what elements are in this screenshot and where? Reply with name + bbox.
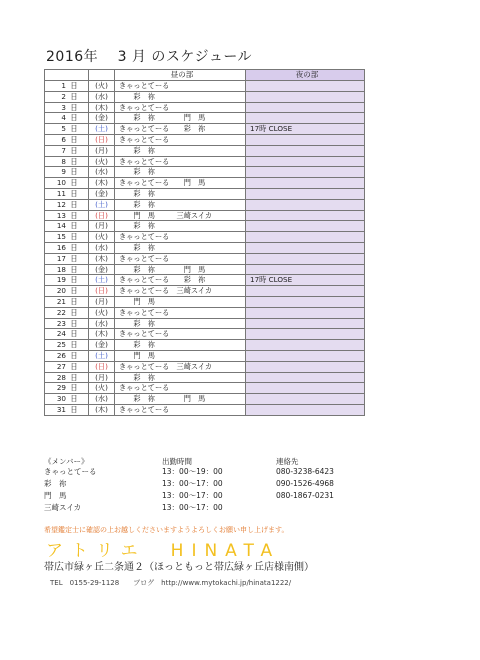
day-shift-cell: きゃっとてーる — [115, 81, 246, 92]
weekday-cell: (火) — [89, 307, 115, 318]
day-unit: 日 — [70, 81, 78, 90]
day-cell — [45, 340, 89, 351]
table-row — [45, 404, 365, 415]
night-shift-cell — [246, 361, 365, 372]
day-number: 7 — [61, 145, 66, 155]
day-cell — [45, 329, 89, 340]
day-cell — [45, 232, 89, 243]
members-header-contact: 連絡先 — [276, 457, 299, 466]
day-number: 31 — [56, 404, 66, 414]
weekday-cell: (水) — [89, 394, 115, 405]
table-row — [45, 221, 365, 232]
night-shift-cell — [246, 232, 365, 243]
night-shift-cell — [246, 81, 365, 92]
day-number: 2 — [61, 91, 66, 101]
day-shift-cell: きゃっとてーる — [115, 102, 246, 113]
table-row — [45, 134, 365, 145]
table-row — [45, 383, 365, 394]
day-unit: 日 — [70, 221, 78, 231]
day-unit: 日 — [70, 124, 78, 134]
day-shift-cell: 彩 祢 — [115, 91, 246, 102]
day-unit: 日 — [70, 286, 78, 296]
table-row — [45, 242, 365, 253]
day-shift-cell: 彩 祢 — [115, 199, 246, 210]
day-shift-cell: きゃっとてーる — [115, 307, 246, 318]
day-unit: 日 — [70, 307, 78, 317]
weekday-cell: (木) — [89, 253, 115, 264]
day-unit: 日 — [70, 404, 78, 414]
table-row — [45, 253, 365, 264]
day-cell — [45, 296, 89, 307]
day-cell — [45, 156, 89, 167]
table-row — [45, 296, 365, 307]
day-number: 20 — [56, 286, 66, 296]
day-unit: 日 — [70, 383, 78, 393]
day-cell — [45, 264, 89, 275]
day-shift-cell: 彩 祢 — [115, 167, 246, 178]
night-shift-cell — [246, 145, 365, 156]
day-unit: 日 — [70, 178, 78, 188]
day-number: 25 — [56, 340, 66, 350]
day-shift-cell: きゃっとてーる — [115, 232, 246, 243]
day-cell — [45, 404, 89, 415]
day-unit: 日 — [70, 91, 78, 101]
day-unit: 日 — [70, 318, 78, 328]
day-unit: 日 — [70, 394, 78, 404]
member-time: 13：00～17：00 — [162, 491, 223, 500]
day-shift-cell: きゃっとてーる 三崎スイカ — [115, 286, 246, 297]
weekday-cell: (月) — [89, 372, 115, 383]
day-unit: 日 — [70, 372, 78, 382]
day-number: 28 — [56, 372, 66, 382]
day-cell — [45, 199, 89, 210]
day-shift-cell: 門 馬 — [115, 296, 246, 307]
members-section — [44, 456, 364, 514]
day-cell — [45, 318, 89, 329]
night-shift-cell: 17時 CLOSE — [246, 275, 365, 286]
members-header-label: 《メンバー》 — [44, 457, 89, 466]
member-time: 13：00～17：00 — [162, 479, 223, 488]
day-unit: 日 — [70, 210, 78, 220]
day-number: 14 — [56, 221, 66, 231]
day-shift-cell: 彩 祢 — [115, 188, 246, 199]
weekday-cell: (土) — [89, 350, 115, 361]
day-cell — [45, 124, 89, 135]
weekday-cell: (火) — [89, 156, 115, 167]
day-cell — [45, 350, 89, 361]
weekday-cell: (火) — [89, 383, 115, 394]
night-shift-cell — [246, 199, 365, 210]
day-shift-cell: きゃっとてーる — [115, 404, 246, 415]
day-shift-cell: 彩 祢 — [115, 340, 246, 351]
member-time: 13：00～19：00 — [162, 467, 223, 476]
night-shift-cell — [246, 178, 365, 189]
day-number: 11 — [56, 188, 66, 198]
day-unit: 日 — [70, 361, 78, 371]
night-shift-cell — [246, 372, 365, 383]
member-name: 彩 祢 — [44, 479, 67, 488]
night-shift-cell — [246, 253, 365, 264]
day-shift-cell: きゃっとてーる 三崎スイカ — [115, 361, 246, 372]
day-number: 16 — [56, 242, 66, 252]
day-shift-cell: きゃっとてーる 彩 祢 — [115, 124, 246, 135]
member-row — [44, 478, 364, 490]
weekday-cell: (水) — [89, 242, 115, 253]
member-name: きゃっとてーる — [44, 467, 97, 476]
day-unit: 日 — [70, 242, 78, 252]
brand-name: アトリエ HINATA — [46, 541, 281, 561]
night-shift-cell — [246, 296, 365, 307]
night-shift-cell — [246, 113, 365, 124]
day-unit: 日 — [70, 102, 78, 112]
night-shift-cell — [246, 188, 365, 199]
weekday-cell: (土) — [89, 199, 115, 210]
members-header-row — [44, 456, 364, 466]
day-unit: 日 — [70, 329, 78, 339]
day-unit: 日 — [70, 145, 78, 155]
table-header-row — [45, 70, 365, 81]
table-row — [45, 124, 365, 135]
weekday-cell: (日) — [89, 210, 115, 221]
day-cell — [45, 167, 89, 178]
weekday-cell: (水) — [89, 167, 115, 178]
day-shift-cell: 門 馬 三崎スイカ — [115, 210, 246, 221]
weekday-cell: (日) — [89, 134, 115, 145]
member-name: 三崎スイカ — [44, 503, 82, 512]
members-header-time: 出勤時間 — [162, 457, 192, 466]
night-shift-cell — [246, 102, 365, 113]
weekday-cell: (月) — [89, 296, 115, 307]
day-shift-cell: 彩 祢 — [115, 318, 246, 329]
day-number: 5 — [61, 124, 66, 134]
day-cell — [45, 91, 89, 102]
member-row — [44, 490, 364, 502]
day-number: 1 — [61, 81, 66, 90]
night-shift-cell — [246, 329, 365, 340]
day-unit: 日 — [70, 167, 78, 177]
day-cell — [45, 361, 89, 372]
day-cell — [45, 210, 89, 221]
table-row — [45, 329, 365, 340]
day-cell — [45, 286, 89, 297]
table-row — [45, 91, 365, 102]
header-day-shift: 昼の部 — [115, 70, 246, 81]
weekday-cell: (月) — [89, 221, 115, 232]
day-shift-cell: 彩 祢 — [115, 242, 246, 253]
day-number: 6 — [61, 134, 66, 144]
member-phone: 080-1867-0231 — [276, 491, 334, 500]
day-shift-cell: 彩 祢 門 馬 — [115, 264, 246, 275]
day-cell — [45, 383, 89, 394]
table-row — [45, 145, 365, 156]
day-number: 19 — [56, 275, 66, 285]
night-shift-cell — [246, 156, 365, 167]
day-cell — [45, 81, 89, 92]
night-shift-cell — [246, 210, 365, 221]
table-row — [45, 210, 365, 221]
page-title: 2016年 3 月 のスケジュール — [46, 49, 253, 65]
day-cell — [45, 307, 89, 318]
member-row — [44, 502, 364, 514]
night-shift-cell: 17時 CLOSE — [246, 124, 365, 135]
day-unit: 日 — [70, 350, 78, 360]
day-number: 3 — [61, 102, 66, 112]
weekday-cell: (木) — [89, 102, 115, 113]
day-number: 9 — [61, 167, 66, 177]
address-text: 帯広市緑ヶ丘二条通２（ほっともっと帯広緑ヶ丘店様南側） — [44, 562, 314, 573]
day-shift-cell: きゃっとてーる 彩 祢 — [115, 275, 246, 286]
weekday-cell: (金) — [89, 340, 115, 351]
day-shift-cell: 彩 祢 — [115, 145, 246, 156]
day-shift-cell: きゃっとてーる — [115, 329, 246, 340]
day-number: 26 — [56, 350, 66, 360]
weekday-cell: (火) — [89, 81, 115, 92]
day-shift-cell: きゃっとてーる — [115, 383, 246, 394]
table-row — [45, 340, 365, 351]
weekday-cell: (日) — [89, 361, 115, 372]
member-row — [44, 466, 364, 478]
day-unit: 日 — [70, 264, 78, 274]
night-shift-cell — [246, 242, 365, 253]
table-row — [45, 156, 365, 167]
night-shift-cell — [246, 404, 365, 415]
day-cell — [45, 134, 89, 145]
night-shift-cell — [246, 167, 365, 178]
night-shift-cell — [246, 340, 365, 351]
day-number: 23 — [56, 318, 66, 328]
day-shift-cell: 彩 祢 門 馬 — [115, 113, 246, 124]
day-unit: 日 — [70, 253, 78, 263]
day-shift-cell: きゃっとてーる — [115, 253, 246, 264]
day-number: 24 — [56, 329, 66, 339]
member-phone: 080-3238-6423 — [276, 467, 334, 476]
table-row — [45, 188, 365, 199]
day-cell — [45, 394, 89, 405]
day-number: 10 — [56, 178, 66, 188]
day-shift-cell: 彩 祢 — [115, 221, 246, 232]
table-row — [45, 81, 365, 92]
table-row — [45, 350, 365, 361]
day-shift-cell: きゃっとてーる — [115, 156, 246, 167]
night-shift-cell — [246, 264, 365, 275]
table-row — [45, 167, 365, 178]
day-unit: 日 — [70, 188, 78, 198]
day-number: 4 — [61, 113, 66, 123]
night-shift-cell — [246, 221, 365, 232]
day-number: 8 — [61, 156, 66, 166]
day-number: 21 — [56, 296, 66, 306]
member-name: 門 馬 — [44, 491, 67, 500]
weekday-cell: (土) — [89, 275, 115, 286]
night-shift-cell — [246, 394, 365, 405]
day-shift-cell: きゃっとてーる — [115, 134, 246, 145]
day-unit: 日 — [70, 296, 78, 306]
table-row — [45, 372, 365, 383]
weekday-cell: (日) — [89, 286, 115, 297]
night-shift-cell — [246, 134, 365, 145]
contact-line: TEL 0155-29-1128 ブログ http://www.mytokachi.jp/hinata1222/ — [50, 579, 292, 587]
day-shift-cell: きゃっとてーる 門 馬 — [115, 178, 246, 189]
member-phone: 090-1526-4968 — [276, 479, 334, 488]
table-row — [45, 102, 365, 113]
day-cell — [45, 113, 89, 124]
day-unit: 日 — [70, 275, 78, 285]
night-shift-cell — [246, 318, 365, 329]
day-shift-cell: 彩 祢 — [115, 372, 246, 383]
day-unit: 日 — [70, 340, 78, 350]
table-row — [45, 286, 365, 297]
weekday-cell: (木) — [89, 404, 115, 415]
weekday-cell: (水) — [89, 318, 115, 329]
day-number: 13 — [56, 210, 66, 220]
day-cell — [45, 253, 89, 264]
table-row — [45, 264, 365, 275]
day-number: 18 — [56, 264, 66, 274]
table-row — [45, 275, 365, 286]
day-unit: 日 — [70, 199, 78, 209]
day-cell — [45, 178, 89, 189]
table-row — [45, 113, 365, 124]
day-number: 27 — [56, 361, 66, 371]
day-unit: 日 — [70, 134, 78, 144]
table-row — [45, 361, 365, 372]
day-shift-cell: 彩 祢 門 馬 — [115, 394, 246, 405]
day-cell — [45, 188, 89, 199]
weekday-cell: (土) — [89, 124, 115, 135]
weekday-cell: (木) — [89, 329, 115, 340]
night-shift-cell — [246, 286, 365, 297]
day-unit: 日 — [70, 113, 78, 123]
weekday-cell: (火) — [89, 232, 115, 243]
night-shift-cell — [246, 350, 365, 361]
day-cell — [45, 242, 89, 253]
weekday-cell: (木) — [89, 178, 115, 189]
table-row — [45, 307, 365, 318]
day-cell — [45, 275, 89, 286]
notice-text: 希望鑑定士に確認の上お越しくださいますようよろしくお願い申し上げます。 — [44, 526, 289, 534]
header-day — [45, 70, 89, 81]
day-number: 17 — [56, 253, 66, 263]
table-row — [45, 199, 365, 210]
table-row — [45, 318, 365, 329]
night-shift-cell — [246, 91, 365, 102]
weekday-cell: (月) — [89, 145, 115, 156]
weekday-cell: (金) — [89, 113, 115, 124]
table-row — [45, 232, 365, 243]
day-number: 15 — [56, 232, 66, 242]
night-shift-cell — [246, 383, 365, 394]
table-row — [45, 178, 365, 189]
day-number: 22 — [56, 307, 66, 317]
header-night-shift: 夜の部 — [246, 70, 365, 81]
night-shift-cell — [246, 307, 365, 318]
day-cell — [45, 221, 89, 232]
table-row — [45, 394, 365, 405]
weekday-cell: (金) — [89, 264, 115, 275]
weekday-cell: (水) — [89, 91, 115, 102]
day-cell — [45, 102, 89, 113]
header-weekday — [89, 70, 115, 81]
day-number: 30 — [56, 394, 66, 404]
day-number: 29 — [56, 383, 66, 393]
day-cell — [45, 372, 89, 383]
day-number: 12 — [56, 199, 66, 209]
day-unit: 日 — [70, 232, 78, 242]
member-time: 13：00～17：00 — [162, 503, 223, 512]
day-shift-cell: 門 馬 — [115, 350, 246, 361]
schedule-table — [44, 69, 365, 416]
day-unit: 日 — [70, 156, 78, 166]
day-cell — [45, 145, 89, 156]
weekday-cell: (金) — [89, 188, 115, 199]
